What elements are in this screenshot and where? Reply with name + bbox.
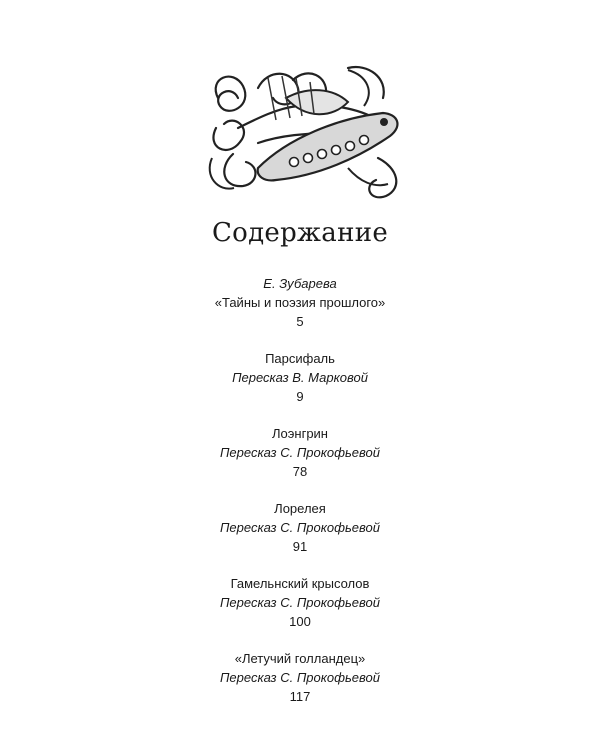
toc-entry[interactable] [0,574,600,631]
toc-entry[interactable] [0,274,600,331]
toc-page-number: 117 [289,689,311,704]
toc-reteller: Пересказ С. Прокофьевой [220,445,380,460]
toc-page-number: 91 [292,539,308,554]
toc-page-number: 9 [296,389,304,404]
toc-title: Парсифаль [265,351,335,366]
page-title: Содержание [211,218,389,248]
toc-reteller: Пересказ С. Прокофьевой [220,670,380,685]
toc-reteller: Пересказ С. Прокофьевой [220,520,380,535]
toc-page-number: 100 [289,614,311,629]
toc-page-number: 78 [292,464,308,479]
toc-entry[interactable] [0,649,600,706]
toc-title: «Тайны и поэзия прошлого» [214,295,386,310]
toc-entry[interactable] [0,424,600,481]
toc-reteller: Пересказ В. Марковой [232,370,368,385]
table-of-contents [0,274,600,724]
toc-entry[interactable] [0,349,600,406]
toc-title: «Летучий голландец» [234,651,366,666]
toc-title: Лоэнгрин [272,426,328,441]
toc-page-number: 5 [296,314,304,329]
toc-title: Лорелея [274,501,326,516]
toc-title: Гамельнский крысолов [230,576,370,591]
celtic-fish-ornament [198,58,410,204]
toc-entry[interactable] [0,499,600,556]
toc-reteller: Пересказ С. Прокофьевой [220,595,380,610]
toc-author: Е. Зубарева [263,276,337,291]
